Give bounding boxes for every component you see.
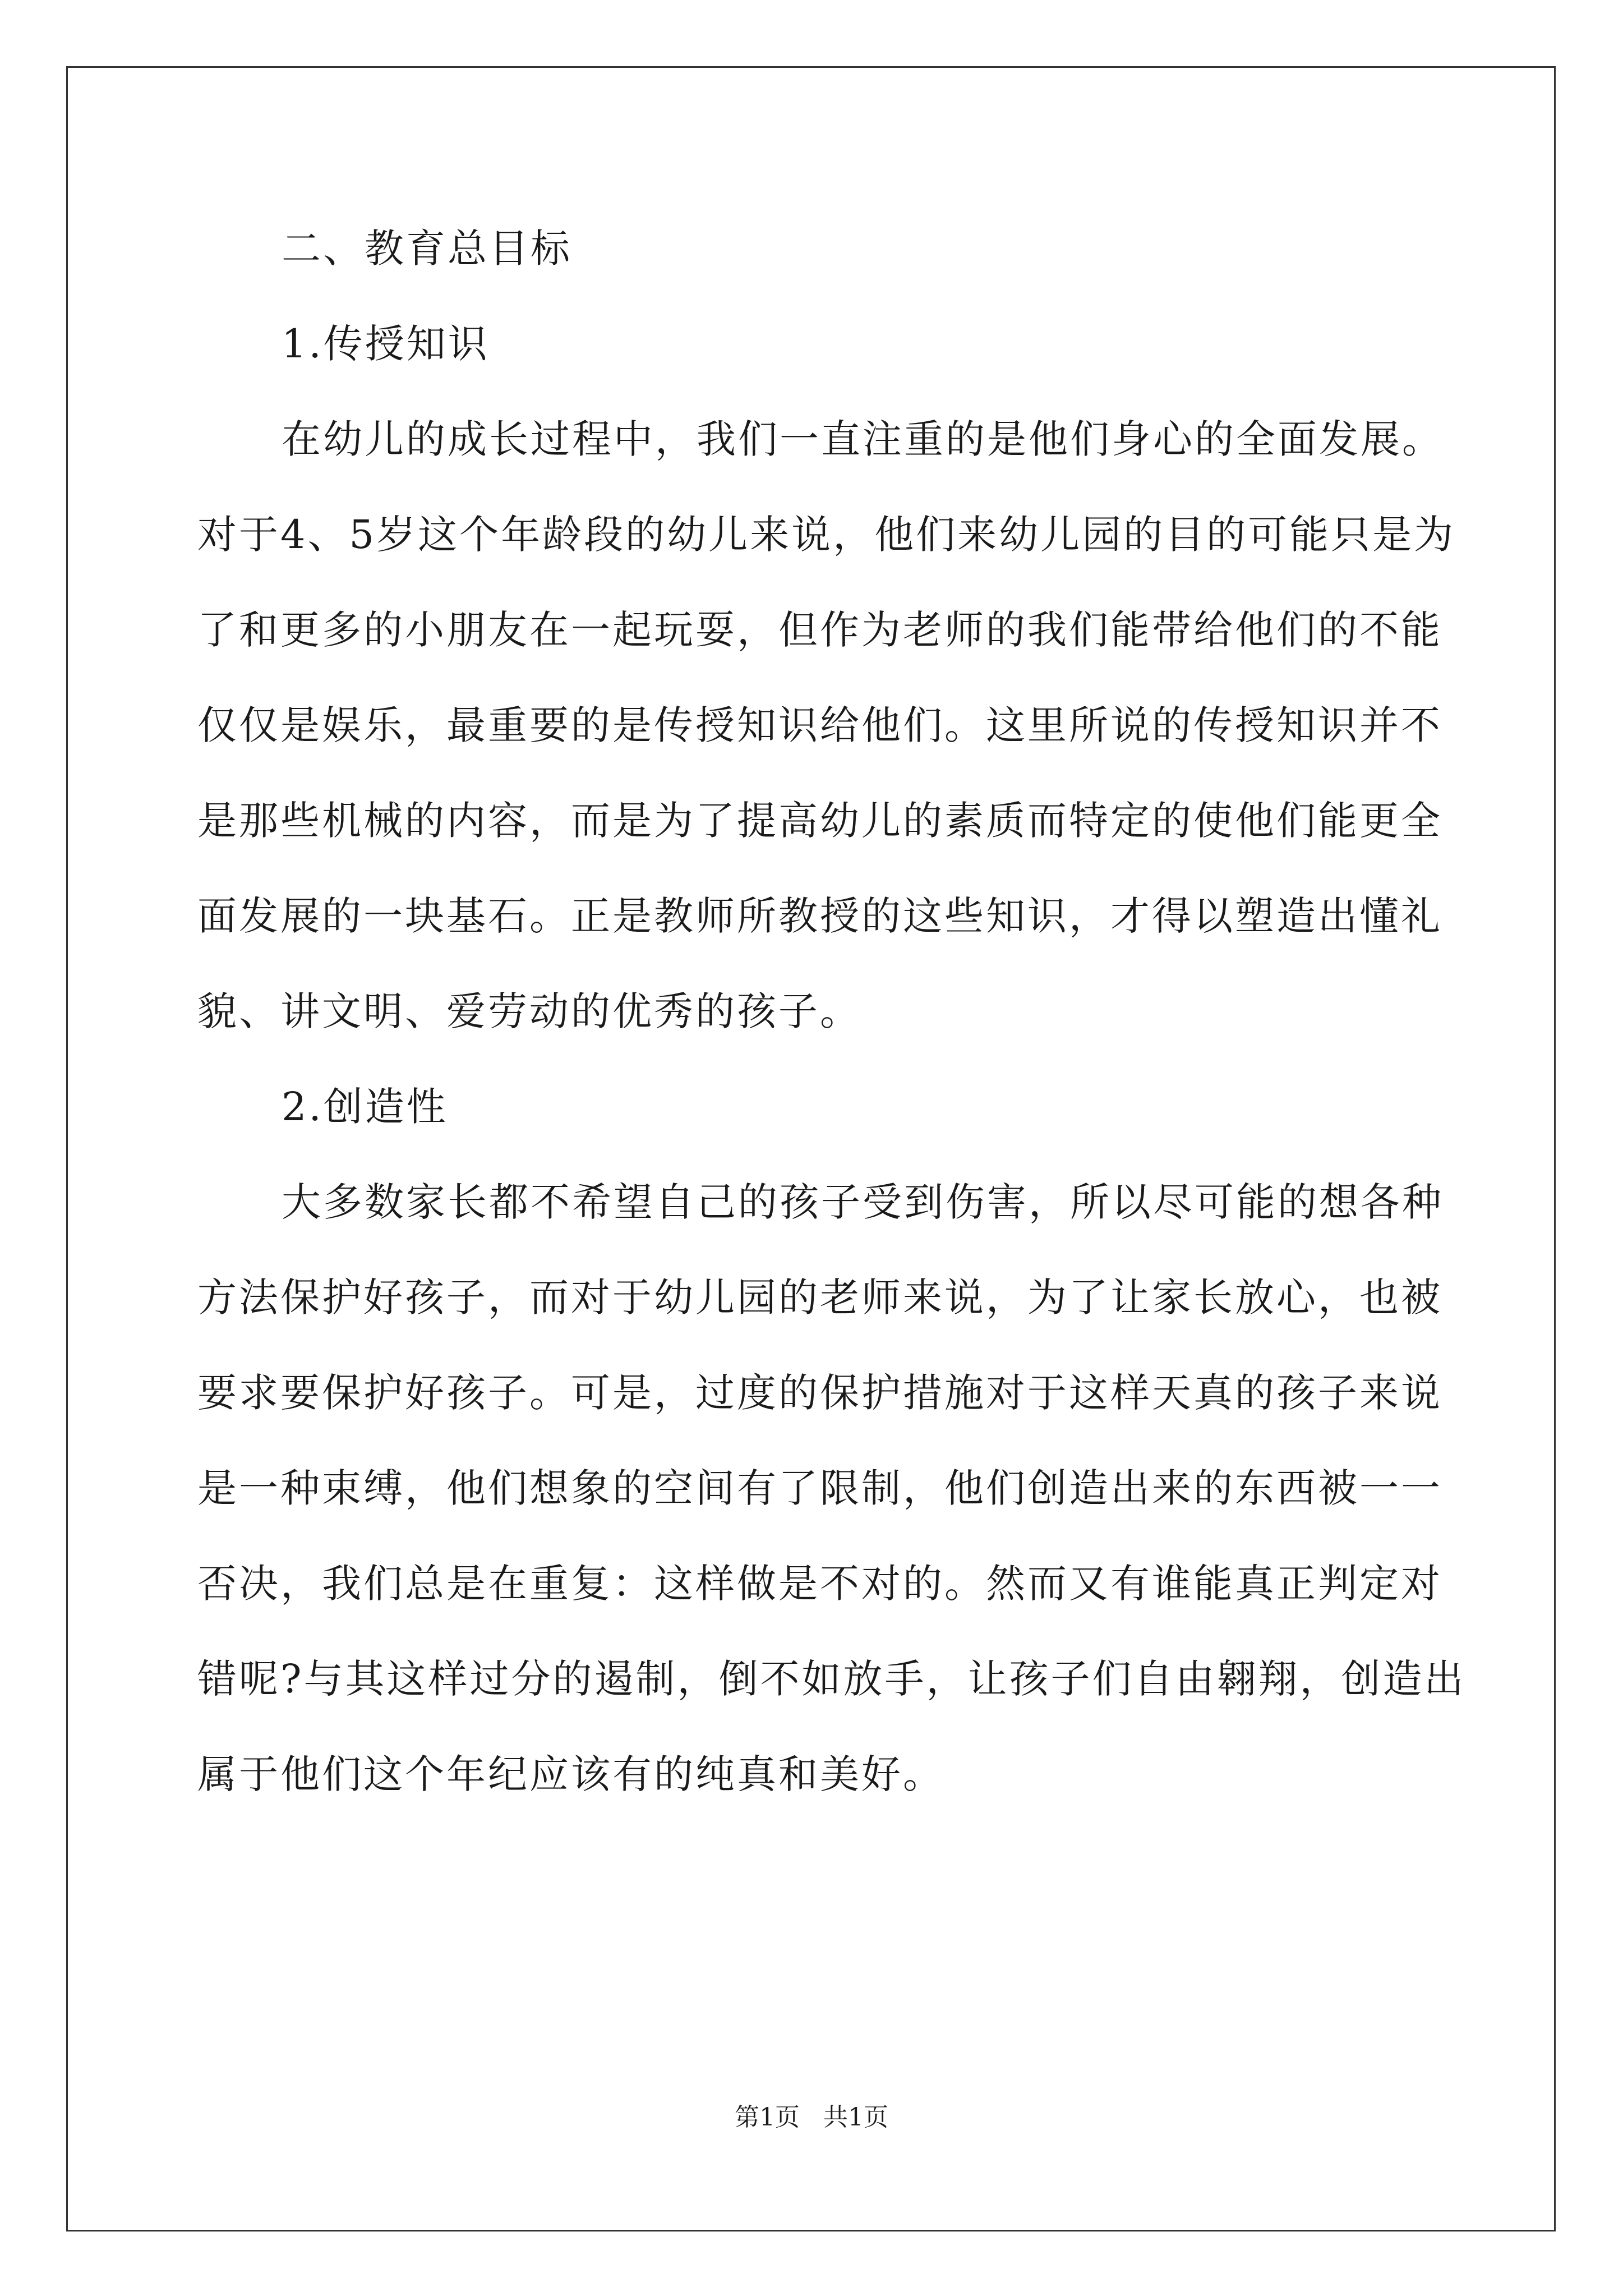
page-footer bbox=[0, 2101, 1623, 2134]
paragraph-line: 面发展的一块基石。正是教师所教授的这些知识，才得以塑造出懂礼 bbox=[197, 893, 1442, 939]
section-1-paragraph bbox=[197, 392, 1456, 1059]
paragraph-line: 对于4、5岁这个年龄段的幼儿来说，他们来幼儿园的目的可能只是为 bbox=[197, 512, 1456, 558]
paragraph-line: 错呢?与其这样过分的遏制，倒不如放手，让孩子们自由翱翔，创造出 bbox=[197, 1656, 1466, 1702]
section-heading: 二、教育总目标 bbox=[282, 226, 572, 272]
section-2-paragraph bbox=[197, 1154, 1466, 1822]
paragraph-line: 了和更多的小朋友在一起玩耍，但作为老师的我们能带给他们的不能 bbox=[197, 607, 1442, 653]
paragraph-line: 是一种束缚，他们想象的空间有了限制，他们创造出来的东西被一一 bbox=[197, 1465, 1442, 1511]
paragraph-line: 貌、讲文明、爱劳动的优秀的孩子。 bbox=[197, 988, 861, 1034]
paragraph-line: 属于他们这个年纪应该有的纯真和美好。 bbox=[197, 1751, 944, 1797]
paragraph-line: 是那些机械的内容，而是为了提高幼儿的素质而特定的使他们能更全 bbox=[197, 798, 1442, 844]
document-body bbox=[197, 201, 1466, 1822]
paragraph-line: 大多数家长都不希望自己的孩子受到伤害，所以尽可能的想各种 bbox=[282, 1179, 1444, 1225]
paragraph-line: 要求要保护好孩子。可是，过度的保护措施对于这样天真的孩子来说 bbox=[197, 1370, 1442, 1416]
paragraph-line: 方法保护好孩子，而对于幼儿园的老师来说，为了让家长放心，也被 bbox=[197, 1274, 1442, 1320]
page-number: 第1页 bbox=[735, 2103, 800, 2132]
paragraph-line: 仅仅是娱乐，最重要的是传授知识给他们。这里所说的传授知识并不 bbox=[197, 702, 1442, 748]
paragraph-line: 在幼儿的成长过程中，我们一直注重的是他们身心的全面发展。 bbox=[282, 416, 1444, 462]
page-total: 共1页 bbox=[823, 2103, 888, 2132]
section-1-title: 1.传授知识 bbox=[282, 321, 490, 367]
section-2-title: 2.创造性 bbox=[282, 1084, 448, 1130]
paragraph-line: 否决，我们总是在重复：这样做是不对的。然而又有谁能真正判定对 bbox=[197, 1561, 1442, 1607]
